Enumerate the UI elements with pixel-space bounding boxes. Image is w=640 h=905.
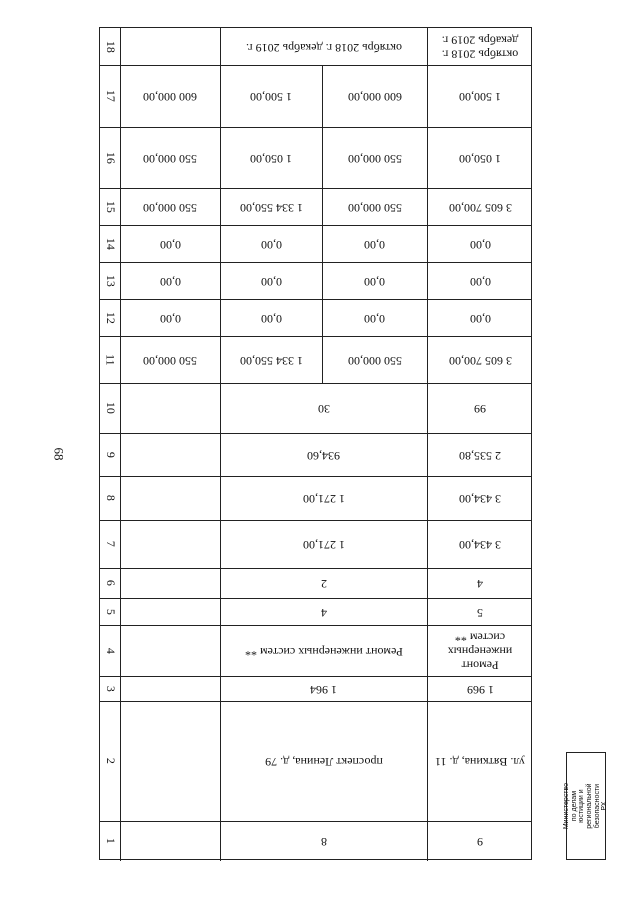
col-header-15: 15 xyxy=(103,200,118,213)
row-a-c7: 1 271,00 xyxy=(302,537,345,552)
row-b-c6: 4 xyxy=(477,576,483,591)
row-a-sub2-c11: 1 334 550,00 xyxy=(239,353,303,368)
row-b-c13: 0,00 xyxy=(469,274,491,289)
col-header-12: 12 xyxy=(103,311,118,324)
col-header-10: 10 xyxy=(103,401,118,414)
col-header-13: 13 xyxy=(103,274,118,287)
row-a-c9: 934,60 xyxy=(307,448,340,463)
row-a-sub1-c14: 0,00 xyxy=(159,237,181,252)
row-a-c1: 8 xyxy=(320,834,327,849)
col-header-18: 18 xyxy=(103,40,118,53)
row-b-c12: 0,00 xyxy=(469,311,491,326)
data-table xyxy=(99,27,532,860)
row-b-c11: 3 605 700,00 xyxy=(448,353,512,368)
col-header-1: 1 xyxy=(103,837,118,844)
row-b-c2: ул. Вяткина, д. 11 xyxy=(435,754,525,769)
row-b-c8: 3 434,00 xyxy=(459,491,501,506)
row-a-sub3-c13: 0,00 xyxy=(364,274,385,289)
col-header-6: 6 xyxy=(103,579,118,586)
row-a-sub1-c13: 0,00 xyxy=(159,274,181,289)
row-a-c5: 4 xyxy=(320,605,327,620)
row-a-sub3-c15: 550 000,00 xyxy=(347,200,402,215)
row-a-sub2-c15: 1 334 550,00 xyxy=(239,200,303,215)
row-b-c16: 1 050,00 xyxy=(459,151,501,166)
row-a-sub1-c12: 0,00 xyxy=(159,311,181,326)
col-header-4: 4 xyxy=(103,647,118,654)
row-a-sub2-c12: 0,00 xyxy=(260,311,282,326)
row-a-sub2-c17: 1 500,00 xyxy=(250,89,292,104)
row-a-sub3-c11: 550 000,00 xyxy=(347,353,402,368)
row-a-sub3-c17: 600 000,00 xyxy=(347,89,402,104)
row-a-sub1-c15: 550 000,00 xyxy=(143,200,197,215)
row-a-sub2-c16: 1 050,00 xyxy=(250,151,292,166)
row-a-sub2-c14: 0,00 xyxy=(260,237,282,252)
row-a-c4: Ремонт инженерных систем ** xyxy=(244,644,403,659)
registration-stamp xyxy=(562,752,609,860)
row-a-c10: 30 xyxy=(317,401,330,416)
row-b-c4: Ремонт инженерных систем ** xyxy=(447,630,513,673)
row-a-sub1-c11: 550 000,00 xyxy=(143,353,197,368)
row-a-sub3-c14: 0,00 xyxy=(364,237,385,252)
stamp-text: Министерство по делам юстиции и региональной безопасности РХ xyxy=(562,782,609,830)
row-a-c3: 1 964 xyxy=(310,682,337,697)
col-header-3: 3 xyxy=(103,685,118,692)
row-b-c5: 5 xyxy=(477,605,483,620)
col-header-8: 8 xyxy=(103,494,118,501)
row-a-c2: проспект Ленина, д. 79 xyxy=(264,754,383,769)
col-header-14: 14 xyxy=(103,237,118,250)
row-b-c3: 1 969 xyxy=(466,682,494,697)
row-b-c9: 2 535,80 xyxy=(459,448,501,463)
row-a-period: октябрь 2018 г. декабрь 2019 г. xyxy=(245,40,402,55)
row-a-sub3-c12: 0,00 xyxy=(364,311,385,326)
col-header-9: 9 xyxy=(103,451,118,458)
col-header-2: 2 xyxy=(103,757,118,764)
row-a-sub3-c16: 550 000,00 xyxy=(347,151,402,166)
row-b-c1: 9 xyxy=(477,834,483,849)
row-b-period: октябрь 2018 г. декабрь 2019 г. xyxy=(441,33,519,62)
row-a-c6: 2 xyxy=(320,576,327,591)
col-header-16: 16 xyxy=(103,151,118,164)
row-b-c7: 3 434,00 xyxy=(459,537,501,552)
page-number: 68 xyxy=(51,447,67,461)
row-a-c8: 1 271,00 xyxy=(302,491,345,506)
row-a-sub1-c17: 600 000,00 xyxy=(143,89,197,104)
row-a-sub1-c16: 550 000,00 xyxy=(143,151,197,166)
row-b-c17: 1 500,00 xyxy=(459,89,501,104)
row-b-c15: 3 605 700,00 xyxy=(448,200,512,215)
col-header-11: 11 xyxy=(103,353,118,366)
col-header-5: 5 xyxy=(103,608,118,615)
row-a-sub2-c13: 0,00 xyxy=(260,274,282,289)
row-b-c14: 0,00 xyxy=(469,237,491,252)
col-header-17: 17 xyxy=(103,89,118,102)
row-b-c10: 99 xyxy=(474,401,486,416)
col-header-7: 7 xyxy=(103,540,118,547)
